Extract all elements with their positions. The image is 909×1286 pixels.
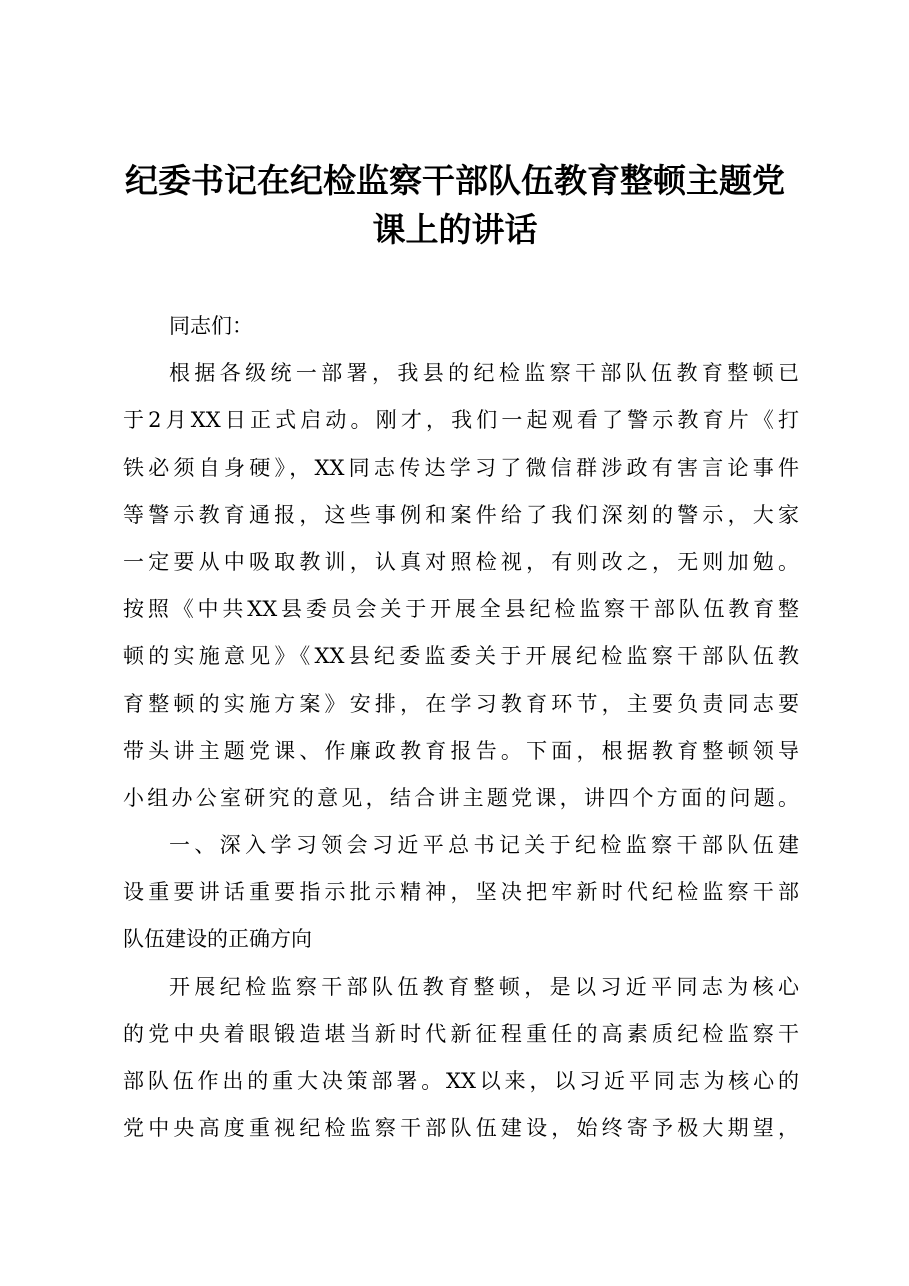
paragraph-1-line: 一定要从中吸取教训，认真对照检视，有则改之，无则加勉。 xyxy=(123,549,799,574)
paragraph-1-line: 铁必须自身硬》，XX同志传达学习了微信群涉政有害言论事件 xyxy=(123,455,799,480)
paragraph-2-line: 开展纪检监察干部队伍教育整顿，是以习近平同志为核心 xyxy=(169,974,799,999)
section-heading-line: 一、深入学习领会习近平总书记关于纪检监察干部队伍建 xyxy=(169,833,799,858)
paragraph-1-line: 根据各级统一部署，我县的纪检监察干部队伍教育整顿已 xyxy=(169,361,799,386)
paragraph-1-line: 等警示教育通报，这些事例和案件给了我们深刻的警示，大家 xyxy=(123,502,799,527)
paragraph-1-line: 于2月XX日正式启动。刚才，我们一起观看了警示教育片《打 xyxy=(123,408,799,433)
document-title xyxy=(110,156,800,254)
paragraph-1-line: 按照《中共XX县委员会关于开展全县纪检监察干部队伍教育整 xyxy=(123,597,799,622)
greeting: 同志们： xyxy=(169,314,253,338)
paragraph-1-line: 带头讲主题党课、作廉政教育报告。下面，根据教育整顿领导 xyxy=(123,738,799,763)
paragraph-1-line: 小组办公室研究的意见，结合讲主题党课，讲四个方面的问题。 xyxy=(123,785,799,810)
title-line-1: 纪委书记在纪检监察干部队伍教育整顿主题党 xyxy=(125,161,785,200)
paragraph-1-line: 顿的实施意见》《XX县纪委监委关于开展纪检监察干部队伍教 xyxy=(123,644,799,669)
section-heading-line: 设重要讲话重要指示批示精神，坚决把牢新时代纪检监察干部 xyxy=(123,880,799,905)
paragraph-2-line: 部队伍作出的重大决策部署。XX以来，以习近平同志为核心的 xyxy=(123,1069,799,1093)
document-body xyxy=(123,303,799,1152)
section-heading-line: 队伍建设的正确方向 xyxy=(123,927,312,952)
title-line-2: 课上的讲话 xyxy=(372,210,538,249)
paragraph-2-line: 党中央高度重视纪检监察干部队伍建设，始终寄予极大期望， xyxy=(123,1116,799,1141)
paragraph-1-line: 育整顿的实施方案》安排，在学习教育环节，主要负责同志要 xyxy=(123,691,799,716)
paragraph-2-line: 的党中央着眼锻造堪当新时代新征程重任的高素质纪检监察干 xyxy=(123,1021,799,1046)
